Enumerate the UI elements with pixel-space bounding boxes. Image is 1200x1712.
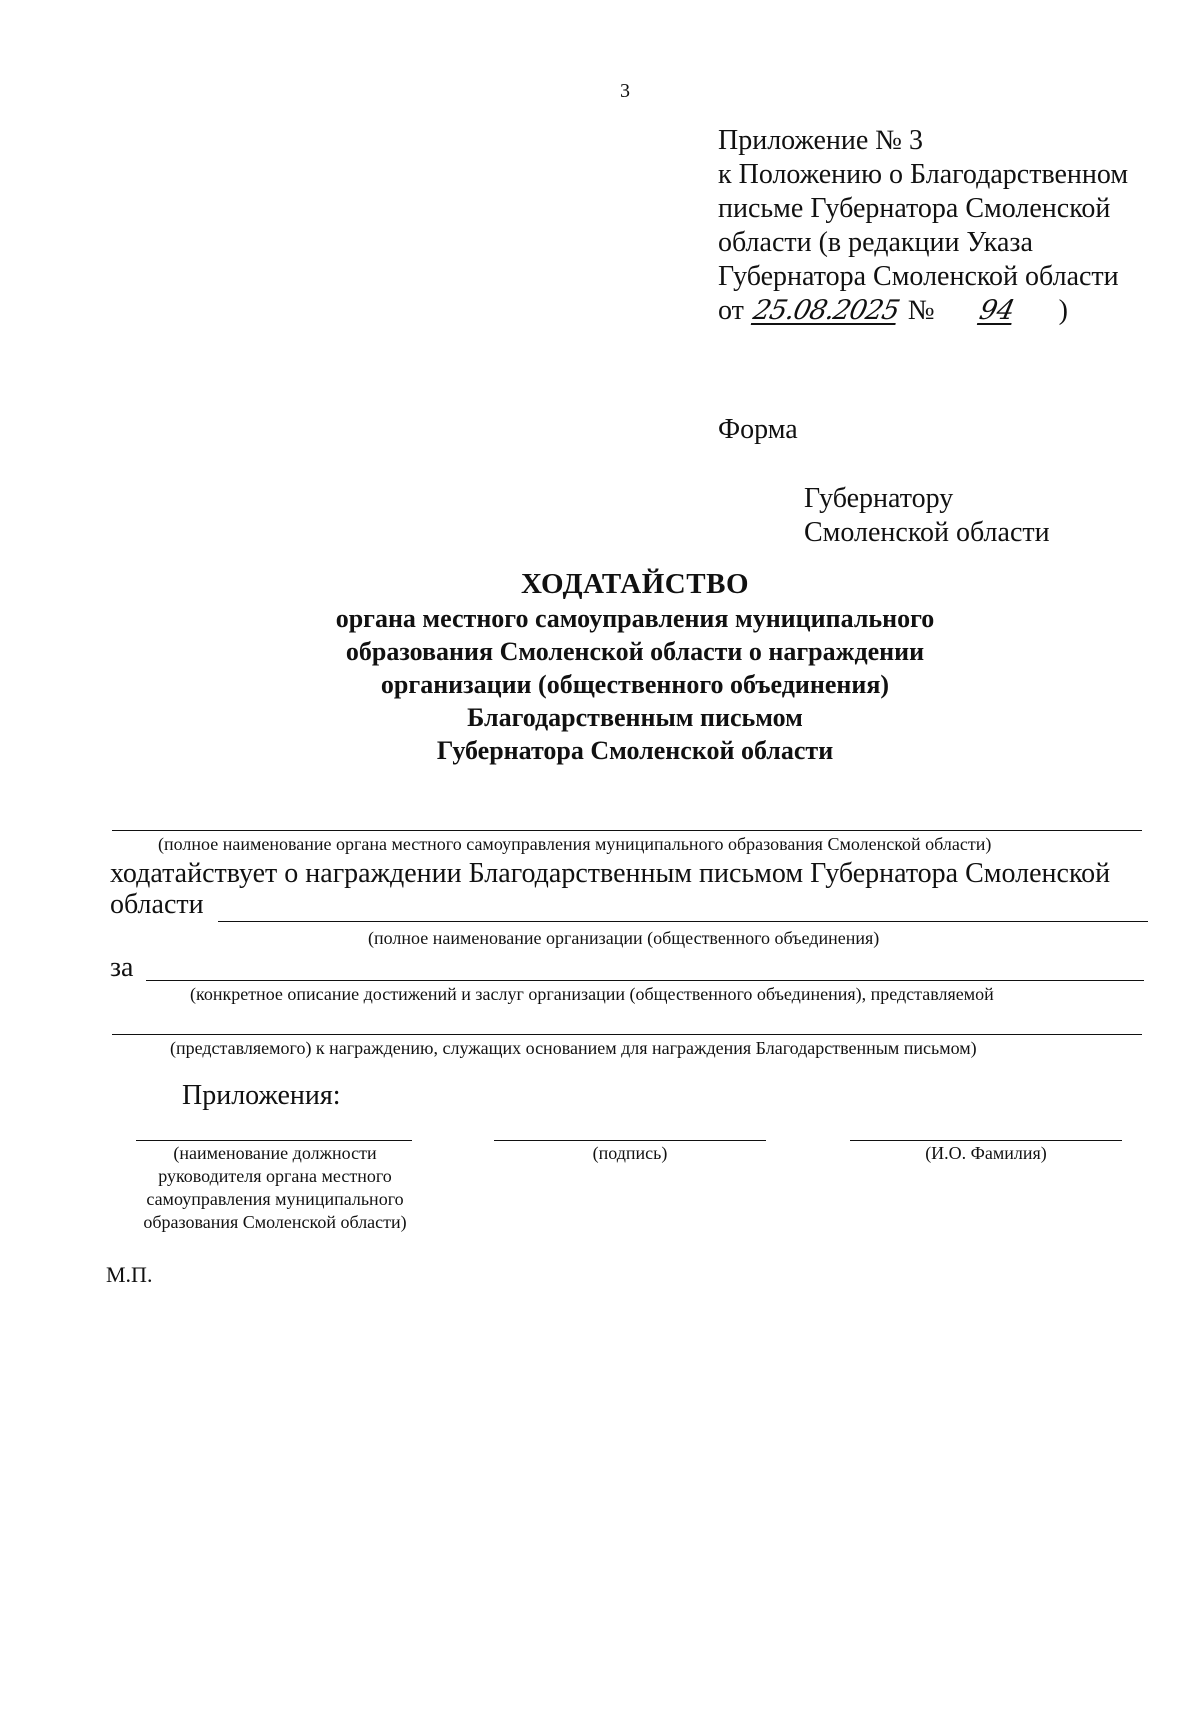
addressee-line-2: Смоленской области: [804, 517, 1050, 548]
signature-line: [494, 1140, 766, 1141]
appendix-line-1: Приложение № 3: [718, 125, 923, 156]
full-name-line: [850, 1140, 1122, 1141]
handwritten-date: 25.08.2025: [750, 295, 902, 326]
position-caption-line-2: руководителя органа местного: [158, 1166, 392, 1186]
petition-text-line-2: области: [110, 889, 204, 920]
handwritten-number: 94: [976, 295, 1018, 326]
title-line-2: образования Смоленской области о награждении: [345, 637, 925, 666]
document-title: [120, 566, 1150, 767]
title-line-4: Благодарственным письмом: [467, 703, 803, 732]
appendices-label: Приложения:: [182, 1080, 341, 1111]
full-name-caption: (И.О. Фамилия): [925, 1143, 1047, 1163]
position-caption-line-4: образования Смоленской области): [143, 1212, 407, 1232]
position-caption-line-3: самоуправления муниципального: [146, 1189, 404, 1209]
signature-caption: (подпись): [592, 1143, 668, 1163]
body-name-caption: (полное наименование органа местного самоуправления муниципального образования Смоленской области): [158, 834, 992, 854]
form-label: Форма: [718, 414, 798, 445]
appendix-header: [718, 124, 1128, 328]
achievements-line-2: [112, 1034, 1142, 1035]
achievements-caption-1: (конкретное описание достижений и заслуг организации (общественного объединения), представляемой: [190, 984, 994, 1004]
title-line-1: органа местного самоуправления муниципального: [335, 604, 935, 633]
position-caption-line-1: (наименование должности: [173, 1143, 377, 1163]
appendix-line-6: [718, 294, 1128, 328]
appendix-closing-paren: ): [1058, 295, 1068, 326]
position-line: [136, 1140, 412, 1141]
title-main: ХОДАТАЙСТВО: [520, 568, 749, 600]
appendix-from-label: от: [718, 295, 744, 326]
addressee-block: [804, 482, 1050, 550]
position-caption: [100, 1142, 450, 1234]
for-label: за: [110, 952, 134, 983]
appendix-line-3: письме Губернатора Смоленской: [718, 193, 1111, 224]
title-line-5: Губернатора Смоленской области: [436, 736, 834, 765]
addressee-line-1: Губернатору: [804, 483, 954, 514]
organization-name-caption: (полное наименование организации (общественного объединения): [368, 928, 880, 948]
achievements-caption-2: (представляемого) к награждению, служащих основанием для награждения Благодарственным письмом): [170, 1038, 977, 1058]
body-name-line: [112, 830, 1142, 831]
appendix-number-label: №: [907, 295, 935, 326]
organization-name-line: [218, 921, 1148, 922]
page-number: 3: [620, 80, 630, 102]
title-line-3: организации (общественного объединения): [380, 670, 890, 699]
stamp-place-label: М.П.: [106, 1262, 153, 1287]
appendix-line-4: области (в редакции Указа: [718, 227, 1033, 258]
achievements-line-1: [146, 980, 1144, 981]
petition-text-line-1: ходатайствует о награждении Благодарственным письмом Губернатора Смоленской: [110, 858, 1111, 889]
appendix-line-2: к Положению о Благодарственном: [718, 159, 1129, 190]
appendix-line-5: Губернатора Смоленской области: [718, 261, 1119, 292]
